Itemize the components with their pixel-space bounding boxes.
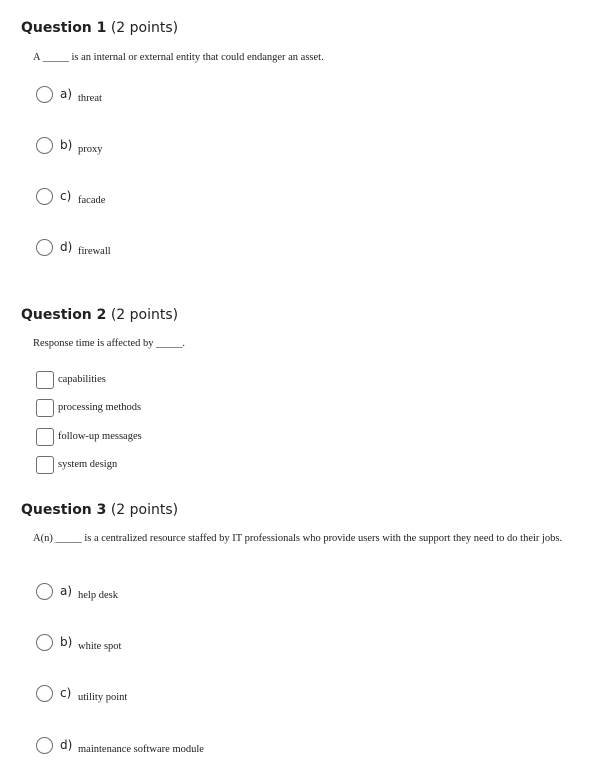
option-text: white spot [78, 641, 122, 652]
question-number: Question 2 [21, 307, 107, 323]
option-text: processing methods [58, 402, 142, 413]
question-points: (2 points) [110, 307, 179, 323]
option-text: facade [78, 195, 106, 206]
radio-button[interactable] [36, 239, 53, 256]
answer-option-d[interactable] [36, 239, 556, 263]
answer-option-c[interactable] [36, 188, 556, 212]
answer-option-processing-methods[interactable] [36, 399, 556, 419]
radio-button[interactable] [36, 634, 53, 651]
option-text: firewall [78, 246, 111, 257]
question-text: A _____ is an internal or external entity that could endanger an asset. [33, 52, 324, 63]
question-number: Question 1 [21, 20, 107, 36]
answer-option-a[interactable] [36, 583, 556, 607]
option-letter: c) [60, 686, 72, 700]
radio-button[interactable] [36, 188, 53, 205]
checkbox[interactable] [36, 428, 54, 446]
option-letter: b) [60, 635, 73, 649]
option-letter: d) [60, 240, 73, 254]
radio-button[interactable] [36, 583, 53, 600]
option-text: threat [78, 93, 102, 104]
answer-option-c[interactable] [36, 685, 556, 709]
answer-option-capabilities[interactable] [36, 371, 556, 391]
answer-option-d[interactable] [36, 737, 556, 761]
option-letter: c) [60, 189, 72, 203]
answer-option-b[interactable] [36, 137, 556, 161]
option-text: maintenance software module [78, 744, 204, 755]
answer-option-follow-up-messages[interactable] [36, 428, 556, 448]
option-letter: d) [60, 738, 73, 752]
radio-button[interactable] [36, 86, 53, 103]
answer-option-a[interactable] [36, 86, 556, 110]
question-text: A(n) _____ is a centralized resource staffed by IT professionals who provide users with the support they need to do their jobs. [33, 533, 563, 544]
question-2-title [21, 307, 178, 323]
option-text: capabilities [58, 374, 106, 385]
checkbox[interactable] [36, 371, 54, 389]
option-letter: a) [60, 87, 73, 101]
checkbox[interactable] [36, 456, 54, 474]
question-1-title [21, 20, 178, 36]
option-letter: a) [60, 584, 73, 598]
answer-option-system-design[interactable] [36, 456, 556, 476]
option-text: help desk [78, 590, 118, 601]
option-letter: b) [60, 138, 73, 152]
question-points: (2 points) [110, 502, 179, 518]
question-text: Response time is affected by _____. [33, 338, 186, 349]
question-number: Question 3 [21, 502, 107, 518]
checkbox[interactable] [36, 399, 54, 417]
question-points: (2 points) [110, 20, 179, 36]
option-text: system design [58, 459, 118, 470]
answer-option-b[interactable] [36, 634, 556, 658]
option-text: follow-up messages [58, 431, 142, 442]
option-text: utility point [78, 692, 128, 703]
radio-button[interactable] [36, 137, 53, 154]
option-text: proxy [78, 144, 103, 155]
question-3-title [21, 502, 178, 518]
radio-button[interactable] [36, 685, 53, 702]
radio-button[interactable] [36, 737, 53, 754]
